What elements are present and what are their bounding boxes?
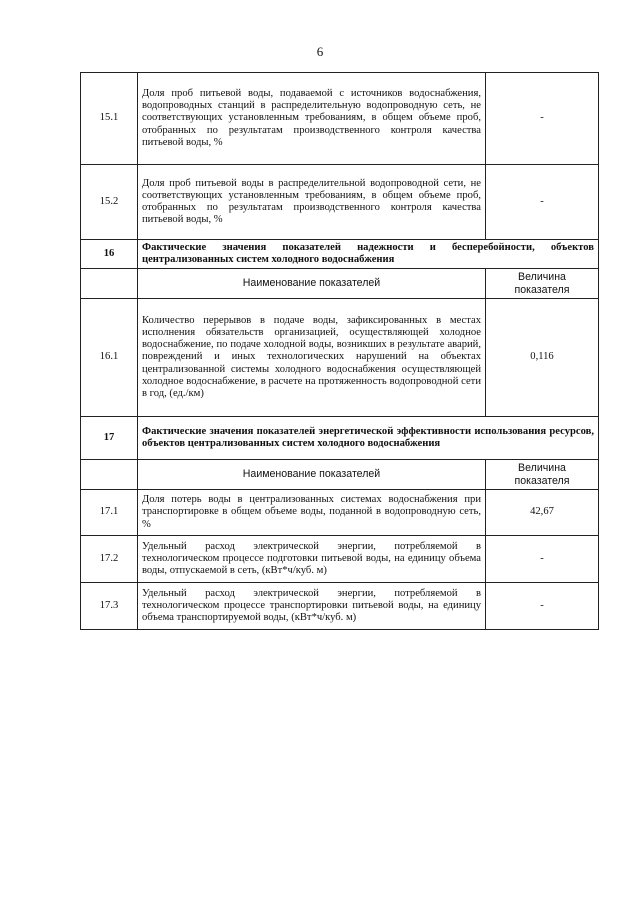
column-header-row	[81, 460, 599, 490]
row-value: 42,67	[486, 490, 599, 536]
row-number: 15.1	[81, 73, 138, 165]
row-number: 17.3	[81, 583, 138, 630]
column-header-value: Величина показателя	[486, 269, 599, 299]
row-value: 0,116	[486, 299, 599, 417]
table-row	[81, 299, 599, 417]
column-header-name: Наименование показателей	[138, 460, 486, 490]
section-number: 17	[81, 417, 138, 460]
empty-cell	[81, 269, 138, 299]
table-row	[81, 583, 599, 630]
row-description: Доля проб питьевой воды, подаваемой с источников водоснабжения, водопроводных станций в распределительную водопроводную сеть, не соответствующих установленным требованиям, в общем объеме проб, отобранных по результатам производственного контроля качества питьевой воды, %	[138, 73, 486, 165]
row-description: Доля проб питьевой воды в распределительной водопроводной сети, не соответствующих установленным требованиям, в общем объеме проб, отобранных по результатам производственного контроля качества питьевой воды, %	[138, 165, 486, 240]
table-row	[81, 536, 599, 583]
row-description: Количество перерывов в подаче воды, зафиксированных в местах исполнения обязательств организацией, осуществляющей холодное водоснабжение, по подаче холодной воды, возникших в результате аварий, повреждений и иных технологических нарушений на объектах централизованной системы холодного водоснабжения осуществляющей холодное водоснабжение, в расчете на протяженность водопроводной сети в год, (ед./км)	[138, 299, 486, 417]
column-header-row	[81, 269, 599, 299]
section-header-row	[81, 240, 599, 269]
row-value: -	[486, 583, 599, 630]
row-number: 17.1	[81, 490, 138, 536]
row-description: Доля потерь воды в централизованных системах водоснабжения при транспортировке в общем объеме воды, поданной в водопроводную сеть, %	[138, 490, 486, 536]
row-number: 17.2	[81, 536, 138, 583]
section-title: Фактические значения показателей надежности и бесперебойности, объектов централизованных систем холодного водоснабжения	[138, 240, 599, 269]
page-number: 6	[316, 44, 324, 59]
section-number: 16	[81, 240, 138, 269]
section-title: Фактические значения показателей энергетической эффективности использования ресурсов, объектов централизованных систем холодного водоснабжения	[138, 417, 599, 460]
row-description: Удельный расход электрической энергии, потребляемой в технологическом процессе транспортировки питьевой воды, на единицу объема транспортируемой воды, (кВт*ч/куб. м)	[138, 583, 486, 630]
row-number: 16.1	[81, 299, 138, 417]
column-header-value: Величина показателя	[486, 460, 599, 490]
row-value: -	[486, 73, 599, 165]
section-header-row	[81, 417, 599, 460]
table-row	[81, 490, 599, 536]
row-description: Удельный расход электрической энергии, потребляемой в технологическом процессе подготовки питьевой воды, на единицу объема воды, отпускаемой в сеть, (кВт*ч/куб. м)	[138, 536, 486, 583]
column-header-name: Наименование показателей	[138, 269, 486, 299]
row-number: 15.2	[81, 165, 138, 240]
table-row	[81, 73, 599, 165]
row-value: -	[486, 536, 599, 583]
row-value: -	[486, 165, 599, 240]
empty-cell	[81, 460, 138, 490]
table-row	[81, 165, 599, 240]
indicators-table	[80, 72, 599, 630]
